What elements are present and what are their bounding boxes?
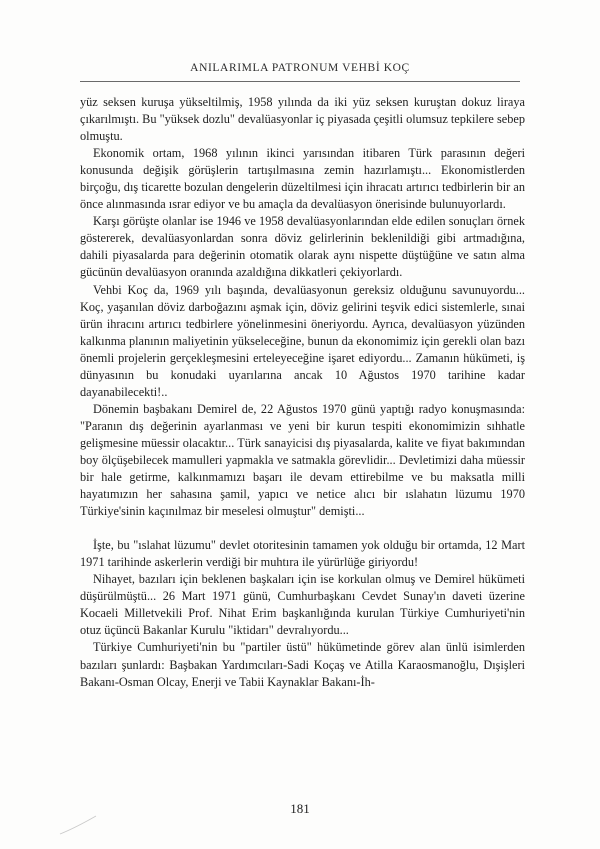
paragraph: İşte, bu "ıslahat lüzumu" devlet otoritesinin tamamen yok olduğu bir ortamda, 12 Mart 1971 tarihinde askerlerin verdiği bir muhtıra ile yürürlüğe giriyordu! xyxy=(80,538,525,570)
running-header: ANILARIMLA PATRONUM VEHBİ KOÇ xyxy=(190,62,410,74)
paragraph: Karşı görüşte olanlar ise 1946 ve 1958 devalüasyonlarından elde edilen sonuçları örnek göstererek, devalüasyonlardan sonra döviz gelirlerinin beklenildiği gibi artmadığına, dahili piyasalarda para değerinin otomatik olarak aynı nispette düştüğüne ve satın alma gücünün devalüasyon oranında azaldığına dikkatleri çekiyorlardı. xyxy=(80,214,525,280)
pencil-mark xyxy=(58,814,98,836)
paragraph: Vehbi Koç da, 1969 yılı başında, devalüasyonun gereksiz olduğunu savunuyordu... Koç, yaşanılan döviz darboğazını aşmak için, döviz gelirini teşvik edici sistemlerle, sınai ürün ihracını artırıcı tedbirlere yönelinmesini öneriyordu. Ayrıca, devalüasyon yüzünden kalkınma planının maliyetinin yükseleceğine, bunun da ekonomimiz için gerekli olan bazı önemli projelerin gerçekleşmesini erteleyeceğine işaret ediyordu... Zamanın hükümeti, iş dünyasının bu konudaki uyarılarına ancak 10 Ağustos 1970 tarihine kadar dayanabilecekti!.. xyxy=(80,282,525,399)
page-number: 181 xyxy=(290,801,310,816)
paragraph: Nihayet, bazıları için beklenen başkaları için ise korkulan olmuş ve Demirel hükümeti düşürülmüştü... 26 Mart 1971 günü, Cumhurbaşkanı Cevdet Sunay'ın daveti üzerine Kocaeli Milletvekili Prof. Nihat Erim başkanlığında kurulan Türkiye Cumhuriyeti'nin otuz üçüncü Bakanlar Kurulu "iktidarı" devralıyordu... xyxy=(80,572,525,638)
paragraph: Dönemin başbakanı Demirel de, 22 Ağustos 1970 günü yaptığı radyo konuşmasında: "Paranın dış değerinin ayarlanması ve yeni bir kurun tespiti ekonomimizin sıhhatle gelişmesine müessir olacaktır... Türk sanayicisi dış piyasalarda, kalite ve fiyat bakımından boy ölçüşebilecek mamulleri yapmakla ve satmakla görevlidir... Devletimizi daha müessir bir hale getirme, kalkınmamızı başarı ile devam ettirebilme ve bu maksatla milli hayatımızın her sahasına şamil, yapıcı ve netice alıcı bir ıslahatın lüzumu 1970 Türkiye'sinin kaçınılmaz bir meselesi olmuştur" demişti... xyxy=(80,401,525,519)
header-rule xyxy=(80,81,520,82)
paragraph: Ekonomik ortam, 1968 yılının ikinci yarısından itibaren Türk parasının değeri konusunda değişik görüşlerin tartışılmasına zemin hazırlamıştı... Ekonomistlerden birçoğu, dış ticarette bozulan dengelerin düzeltilmesi için ihracatı artırıcı tedbirlerin bir an önce alınmasında ısrar ediyor ve bu amaçla da devalüasyon önerisinde bulunuyorlardı. xyxy=(80,146,525,212)
body-text xyxy=(80,94,525,691)
paragraph: Türkiye Cumhuriyeti'nin bu "partiler üstü" hükümetinde görev alan ünlü isimlerden bazıları şunlardı: Başbakan Yardımcıları-Sadi Koçaş ve Atilla Karaosmanoğlu, Dışişleri Bakanı-Osman Olcay, Enerji ve Tabii Kaynaklar Bakanı-İh- xyxy=(80,640,525,689)
section-gap xyxy=(80,520,525,537)
paragraph: yüz seksen kuruşa yükseltilmiş, 1958 yılında da iki yüz seksen kuruştan dokuz liraya çıkarılmıştı. Bu "yüksek dozlu" devalüasyonlar iç piyasada çeşitli olumsuz tepkilere sebep olmuştu. xyxy=(80,95,525,144)
